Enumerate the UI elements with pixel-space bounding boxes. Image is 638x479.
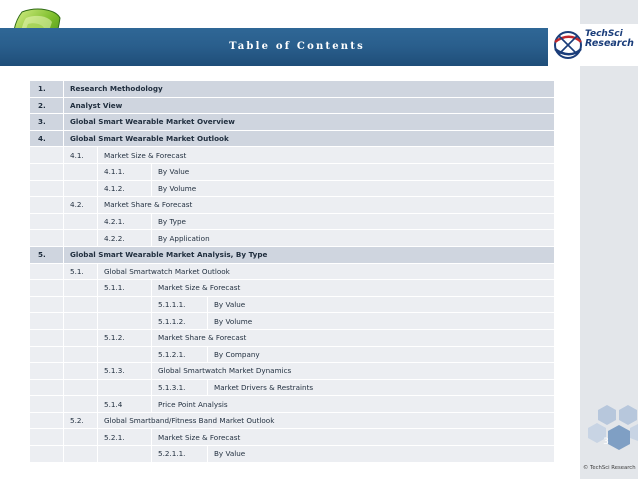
toc-label: By Application [152, 230, 555, 247]
toc-number: 5.1.3.1. [152, 379, 208, 396]
toc-indent-cell [30, 379, 64, 396]
toc-row [30, 114, 555, 131]
toc-indent-cell [30, 329, 64, 346]
toc-number: 5.2.1. [98, 429, 152, 446]
toc-indent-cell [64, 313, 98, 330]
page-title: Table of Contents [229, 41, 365, 52]
toc-label: By Value [208, 296, 555, 313]
toc-indent-cell [30, 396, 64, 413]
toc-row [30, 329, 555, 346]
toc-number: 5.2.1.1. [152, 446, 208, 463]
toc-indent-cell [30, 213, 64, 230]
toc-number: 4.1.1. [98, 163, 152, 180]
toc-number: 5. [30, 246, 64, 263]
toc-row [30, 346, 555, 363]
toc-row [30, 429, 555, 446]
toc-number: 4.1.2. [98, 180, 152, 197]
toc-number: 5.1.1. [98, 280, 152, 297]
toc-label: By Volume [208, 313, 555, 330]
toc-indent-cell [64, 280, 98, 297]
toc-number: 5.1. [64, 263, 98, 280]
toc-row [30, 246, 555, 263]
toc-label: Global Smart Wearable Market Outlook [64, 130, 555, 147]
toc-number: 4.2.1. [98, 213, 152, 230]
toc-label: Price Point Analysis [152, 396, 555, 413]
toc-label: Market Size & Forecast [152, 280, 555, 297]
toc-row [30, 147, 555, 164]
toc-indent-cell [64, 379, 98, 396]
toc-label: Research Methodology [64, 81, 555, 98]
toc-label: Market Size & Forecast [152, 429, 555, 446]
toc-indent-cell [30, 429, 64, 446]
toc-label: Global Smartband/Fitness Band Market Outlook [98, 412, 555, 429]
toc-row [30, 313, 555, 330]
toc-indent-cell [64, 446, 98, 463]
toc-indent-cell [30, 180, 64, 197]
toc-indent-cell [98, 446, 152, 463]
logo-line-1: TechSci [585, 29, 623, 39]
toc-row [30, 412, 555, 429]
toc-indent-cell [64, 346, 98, 363]
toc-indent-cell [64, 429, 98, 446]
logo-text [585, 29, 634, 49]
toc-indent-cell [64, 180, 98, 197]
logo-line-2: Research [585, 38, 634, 49]
toc-indent-cell [98, 379, 152, 396]
toc-label: Market Size & Forecast [98, 147, 555, 164]
toc-row [30, 97, 555, 114]
toc-label: Global Smartwatch Market Dynamics [152, 363, 555, 380]
toc-indent-cell [30, 296, 64, 313]
toc-indent-cell [30, 280, 64, 297]
toc-label: Global Smart Wearable Market Analysis, By Type [64, 246, 555, 263]
toc-indent-cell [64, 296, 98, 313]
toc-number: 4.2. [64, 197, 98, 214]
toc-row [30, 446, 555, 463]
toc-number: 5.1.3. [98, 363, 152, 380]
toc-row [30, 263, 555, 280]
toc-label: By Value [208, 446, 555, 463]
toc-row [30, 197, 555, 214]
toc-indent-cell [30, 363, 64, 380]
toc-indent-cell [30, 346, 64, 363]
toc-label: Analyst View [64, 97, 555, 114]
toc-row [30, 81, 555, 98]
toc-row [30, 230, 555, 247]
toc-row [30, 280, 555, 297]
toc-indent-cell [30, 230, 64, 247]
toc-row [30, 180, 555, 197]
toc-label: By Volume [152, 180, 555, 197]
toc-indent-cell [98, 313, 152, 330]
toc-number: 4. [30, 130, 64, 147]
toc-number: 2. [30, 97, 64, 114]
toc-row [30, 213, 555, 230]
toc-row [30, 363, 555, 380]
toc-row [30, 296, 555, 313]
toc-indent-cell [30, 147, 64, 164]
toc-row [30, 130, 555, 147]
toc-indent-cell [30, 197, 64, 214]
toc-indent-cell [64, 230, 98, 247]
toc-label: Global Smart Wearable Market Overview [64, 114, 555, 131]
toc-number: 5.1.1.1. [152, 296, 208, 313]
toc-number: 5.1.4 [98, 396, 152, 413]
toc-number: 5.2. [64, 412, 98, 429]
copyright-text: © TechSci Research [583, 465, 636, 471]
toc-indent-cell [30, 446, 64, 463]
toc-indent-cell [64, 396, 98, 413]
toc-label: Global Smartwatch Market Outlook [98, 263, 555, 280]
toc-label: By Type [152, 213, 555, 230]
toc-label: Market Drivers & Restraints [208, 379, 555, 396]
toc-table [29, 80, 555, 463]
toc-label: Market Share & Forecast [152, 329, 555, 346]
toc-number: 5.1.1.2. [152, 313, 208, 330]
toc-label: By Value [152, 163, 555, 180]
toc-row [30, 379, 555, 396]
toc-indent-cell [64, 213, 98, 230]
toc-indent-cell [98, 346, 152, 363]
toc-label: Market Share & Forecast [98, 197, 555, 214]
toc-indent-cell [64, 163, 98, 180]
toc-row [30, 396, 555, 413]
toc-row [30, 163, 555, 180]
toc-label: By Company [208, 346, 555, 363]
toc-indent-cell [30, 313, 64, 330]
toc-number: 4.2.2. [98, 230, 152, 247]
toc-number: 5.1.2. [98, 329, 152, 346]
toc-number: 3. [30, 114, 64, 131]
hexagon-cluster-icon [580, 404, 638, 462]
toc-number: 1. [30, 81, 64, 98]
toc-number: 5.1.2.1. [152, 346, 208, 363]
toc-indent-cell [64, 363, 98, 380]
toc-indent-cell [30, 412, 64, 429]
toc-indent-cell [64, 329, 98, 346]
toc-indent-cell [30, 163, 64, 180]
toc-indent-cell [98, 296, 152, 313]
page-number: 3 [603, 437, 609, 447]
toc-indent-cell [30, 263, 64, 280]
toc-number: 4.1. [64, 147, 98, 164]
